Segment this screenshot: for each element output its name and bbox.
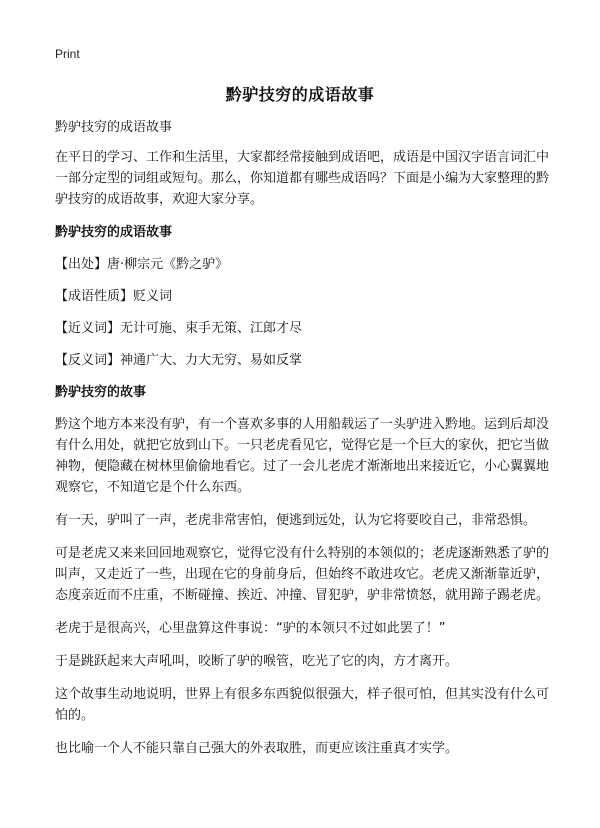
story-paragraph: 有一天，驴叫了一声，老虎非常害怕，便逃到远处，认为它将要咬自己，非常恐惧。 [55,513,537,528]
article-body [55,117,551,771]
article-subtitle: 黔驴技穷的成语故事 [55,120,173,135]
page-title: 黔驴技穷的成语故事 [225,85,375,104]
section-heading-idiom: 黔驴技穷的成语故事 [55,225,173,240]
story-paragraph: 也比喻一个人不能只靠自己强大的外表取胜，而更应该注重真才实学。 [55,741,459,756]
intro-paragraph: 在平日的学习、工作和生活里，大家都经常接触到成语吧，成语是中国汉字语言词汇中一部分定型的词组或短句。那么，你知道都有哪些成语吗？下面是小编为大家整理的黔驴技穷的成语故事，欢迎大家分享。 [55,150,550,207]
story-paragraph: 于是跳跃起来大声吼叫，咬断了驴的喉管，吃光了它的肉，方才离开。 [55,654,459,669]
term-nature: 【成语性质】贬义词 [55,289,173,304]
print-link[interactable]: Print [55,47,80,61]
section-heading-story: 黔驴技穷的故事 [55,385,147,400]
term-origin: 【出处】唐·柳宗元《黔之驴》 [55,257,229,272]
story-paragraph: 黔这个地方本来没有驴，有一个喜欢多事的人用船载运了一头驴进入黔地。运到后却没有什么用处，就把它放到山下。一只老虎看见它，觉得它是一个巨大的家伙，把它当做神物，便隐藏在树林里偷偷地看它。过了一会儿老虎才渐渐地出来接近它，小心翼翼地观察它，不知道它是个什么东西。 [55,417,550,495]
term-synonyms: 【近义词】无计可施、束手无策、江郎才尽 [55,321,303,336]
story-paragraph: 老虎于是很高兴，心里盘算这件事说：“驴的本领只不过如此罢了！” [55,621,446,636]
story-paragraph: 可是老虎又来来回回地观察它，觉得它没有什么特别的本领似的；老虎逐渐熟悉了驴的叫声，又走近了一些，出现在它的身前身后，但始终不敢进攻它。老虎又渐渐靠近驴，态度亲近而不庄重，不断碰撞、挨近、冲撞、冒犯驴，驴非常愤怒，就用蹄子踢老虎。 [55,546,550,603]
story-paragraph: 这个故事生动地说明，世界上有很多东西貌似很强大，样子很可怕，但其实没有什么可怕的。 [55,687,550,723]
term-antonyms: 【反义词】神通广大、力大无穷、易如反掌 [55,353,303,368]
